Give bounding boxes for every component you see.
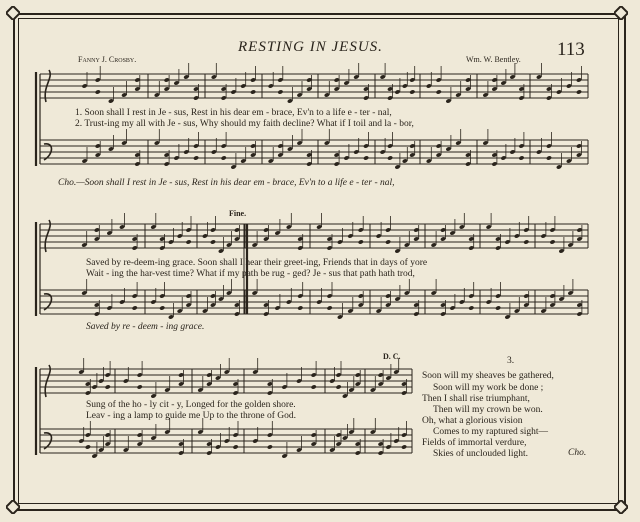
verse3-line-8: Skies of unclouded light.	[433, 449, 528, 459]
system2-chorus-lyrics: Saved by re - deem - ing grace.	[86, 322, 205, 332]
verse3-line-3: Then I shall rise triumphant,	[422, 394, 530, 404]
hymn-title: RESTING IN JESUS.	[238, 39, 383, 55]
verse3-line-6: Comes to my raptured sight—	[433, 427, 549, 437]
fine-marker: Fine.	[229, 209, 247, 218]
author-credit: Fanny J. Crosby.	[78, 55, 137, 64]
system1-verse1-lyrics: 1. Soon shall I rest in Je - sus, Rest in his dear em - brace, Ev'n to a life e - ter - nal,	[75, 108, 392, 118]
system2-verse2-lyrics: Wait - ing the har-vest time? What if my path be rug - ged? Je - sus that path hath trod,	[86, 269, 415, 279]
dc-marker: D. C.	[383, 352, 401, 361]
verse3-line-5: Oh, what a glorious vision	[422, 416, 523, 426]
system1-verse2-lyrics: 2. Trust-ing my all with Je - sus, Why should my faith decline? What if I toil and la - bor,	[75, 119, 414, 129]
verse3-line-7: Fields of immortal verdure,	[422, 438, 527, 448]
verse3-line-4: Then will my crown be won.	[433, 405, 543, 415]
verse3-chorus-mark: Cho.	[568, 448, 587, 458]
system1-chorus-lyrics: Cho.—Soon shall I rest in Je - sus, Rest in his dear em - brace, Ev'n to a life e - ter - nal,	[58, 178, 395, 188]
composer-credit: Wm. W. Bentley.	[466, 55, 521, 64]
system2-verse1-lyrics: Saved by re-deem-ing grace. Soon shall I hear their greet-ing, Friends that in days of yore	[86, 258, 428, 268]
verse3-number: 3.	[507, 356, 515, 366]
system3-verse1-lyrics: Sung of the ho - ly cit - y, Longed for the golden shore.	[86, 400, 296, 410]
verse3-line-2: Soon will my work be done ;	[433, 383, 544, 393]
page-number: 113	[557, 39, 585, 60]
system3-verse2-lyrics: Leav - ing a lamp to guide me Up to the throne of God.	[86, 411, 297, 421]
verse3-line-1: Soon will my sheaves be gathered,	[422, 371, 554, 381]
